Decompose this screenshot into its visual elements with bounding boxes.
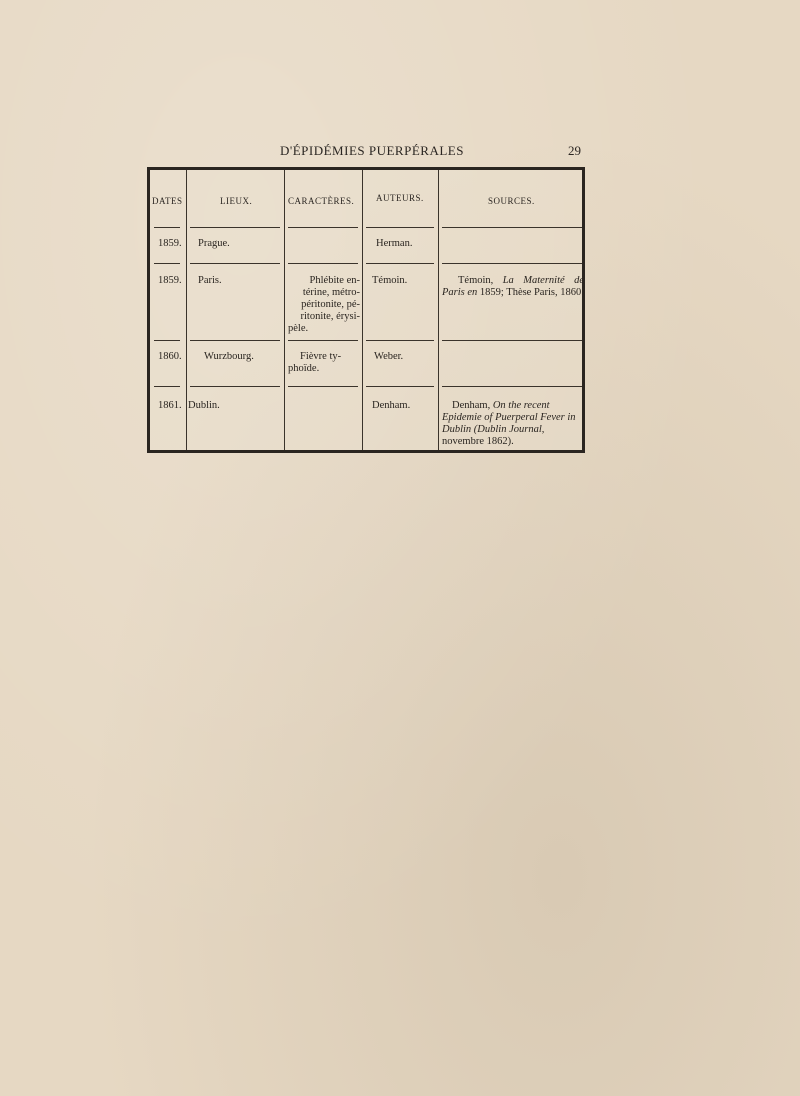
- page-number: 29: [568, 143, 581, 158]
- table-cell-lieu: Paris.: [198, 275, 222, 286]
- table-cell-caracteres: [288, 275, 360, 335]
- table-cell-date: 1859.: [158, 275, 182, 286]
- caracteres-line: Fièvre ty-: [300, 351, 342, 362]
- running-header-title: D'ÉPIDÉMIES PUERPÉRALES: [280, 143, 464, 158]
- table-cell-auteur: Herman.: [376, 238, 413, 249]
- source-text: Denham,: [452, 400, 493, 411]
- source-text: 1859; Thèse Paris, 1860.: [477, 287, 584, 298]
- column-header-caracteres: CARACTÈRES.: [288, 196, 355, 206]
- table-cell-date: 1859.: [158, 238, 182, 249]
- column-divider: [438, 170, 439, 450]
- caracteres-line: péritonite, pé-: [301, 299, 360, 310]
- caracteres-line: phoïde.: [288, 363, 320, 374]
- table-cell-auteur: Témoin.: [372, 275, 408, 286]
- column-header-lieux: LIEUX.: [220, 196, 253, 206]
- column-header-sources: SOURCES.: [488, 196, 535, 206]
- table-cell-sources: [442, 275, 584, 299]
- source-text: Témoin,: [458, 275, 503, 286]
- epidemics-table: [147, 167, 585, 453]
- caracteres-line: térine, métro-: [302, 287, 360, 298]
- table-cell-auteur: Denham.: [372, 400, 411, 411]
- column-divider: [284, 170, 285, 450]
- caracteres-line: ritonite, érysi-: [300, 311, 360, 322]
- caracteres-line: pèle.: [288, 323, 309, 334]
- column-header-dates: DATES: [152, 196, 183, 206]
- table-cell-sources: [442, 400, 584, 448]
- caracteres-line: Phlébite en-: [309, 275, 360, 286]
- table-cell-caracteres: [288, 351, 360, 375]
- source-text: novembre 1862).: [442, 436, 514, 447]
- column-header-auteurs: AUTEURS.: [376, 193, 424, 203]
- table-cell-lieu: Wurzbourg.: [204, 351, 254, 362]
- table-cell-lieu: Dublin.: [188, 400, 220, 411]
- column-divider: [186, 170, 187, 450]
- table-cell-date: 1861.: [158, 400, 182, 411]
- table-cell-lieu: Prague.: [198, 238, 230, 249]
- table-cell-date: 1860.: [158, 351, 182, 362]
- source-title-italic: On the recent Epidemie of Puerperal Fever in Dublin (Dublin Journal,: [442, 400, 576, 435]
- table-cell-auteur: Weber.: [374, 351, 404, 362]
- source-title-italic: La Maternité de Paris en: [442, 275, 584, 298]
- column-divider: [362, 170, 363, 450]
